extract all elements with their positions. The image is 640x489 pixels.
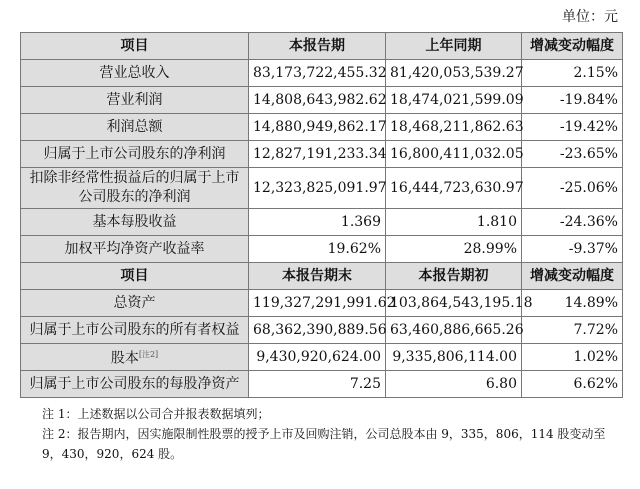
content — [20, 32, 622, 464]
cell-text: 16,444,723,630.97 — [390, 180, 524, 196]
table-row — [21, 168, 623, 209]
column-header: 本报告期 — [249, 33, 386, 60]
cell-text: 利润总额 — [106, 119, 163, 135]
cell-value — [249, 290, 396, 317]
cell-text: -19.42% — [559, 119, 618, 135]
column-header: 增减变动幅度 — [522, 33, 623, 60]
cell-text: 营业总收入 — [99, 65, 170, 81]
cell-text: 68,362,390,889.56 — [253, 322, 387, 338]
table-header-row — [21, 33, 623, 60]
cell-value — [249, 141, 386, 168]
cell-value — [386, 317, 522, 344]
cell-value — [522, 317, 623, 344]
row-label — [21, 236, 249, 263]
column-header: 项目 — [21, 33, 249, 60]
cell-text: 6.80 — [485, 376, 517, 392]
cell-text: -19.84% — [559, 92, 618, 108]
row-label — [21, 60, 249, 87]
financial-summary-table — [20, 32, 623, 398]
cell-text: 基本每股收益 — [92, 214, 177, 230]
note-2-cont: 9，430，920，624 股。 — [42, 447, 183, 461]
cell-text: 加权平均净资产收益率 — [64, 241, 205, 257]
cell-value — [386, 87, 522, 114]
cell-text: 14,880,949,862.17 — [253, 119, 387, 135]
column-header: 增减变动幅度 — [522, 263, 623, 290]
cell-text: -9.37% — [568, 241, 618, 257]
cell-text: 扣除非经常性损益后的归属于上市公司股东的净利润 — [29, 170, 240, 205]
cell-value — [522, 371, 623, 398]
cell-text: 81,420,053,539.27 — [390, 65, 524, 81]
cell-value — [249, 371, 386, 398]
cell-value — [522, 290, 623, 317]
cell-text: 28.99% — [463, 241, 517, 257]
cell-value — [522, 114, 623, 141]
note-1: 注 1：上述数据以公司合并报表数据填列； — [42, 407, 270, 421]
cell-value — [386, 60, 522, 87]
note-ref: [注2] — [138, 350, 159, 360]
cell-text: 12,323,825,091.97 — [253, 180, 387, 196]
cell-text: -24.36% — [559, 214, 618, 230]
cell-text: 119,327,291,991.62 — [253, 295, 396, 311]
cell-value — [522, 141, 623, 168]
cell-value — [386, 290, 533, 317]
cell-text: 12,827,191,233.34 — [253, 146, 387, 162]
column-header: 上年同期 — [386, 33, 522, 60]
cell-text: 9,335,806,114.00 — [392, 349, 517, 365]
cell-text: 1.02% — [573, 349, 618, 365]
cell-text: 1.369 — [340, 214, 381, 230]
cell-text: 9,430,920,624.00 — [256, 349, 381, 365]
cell-value — [249, 236, 386, 263]
column-header: 本报告期初 — [386, 263, 522, 290]
cell-text: 63,460,886,665.26 — [390, 322, 524, 338]
cell-value — [522, 60, 623, 87]
cell-value — [522, 168, 623, 209]
row-label — [21, 209, 249, 236]
cell-value — [249, 87, 386, 114]
cell-text: 18,468,211,862.63 — [390, 119, 524, 135]
cell-text: -25.06% — [559, 180, 618, 196]
cell-value — [386, 344, 522, 371]
unit-label: 单位：元 — [562, 9, 618, 25]
cell-text: 103,864,543,195.18 — [390, 295, 533, 311]
table-row — [21, 371, 623, 398]
cell-text: 7.72% — [573, 322, 618, 338]
row-label — [21, 141, 249, 168]
cell-text: 2.15% — [573, 65, 618, 81]
column-header: 本报告期末 — [249, 263, 386, 290]
row-label — [21, 87, 249, 114]
cell-text: -23.65% — [559, 146, 618, 162]
cell-text: 14,808,643,982.62 — [253, 92, 387, 108]
row-label — [21, 290, 249, 317]
cell-value — [249, 317, 386, 344]
row-label — [21, 371, 249, 398]
cell-value — [386, 114, 522, 141]
cell-text: 总资产 — [113, 295, 156, 311]
cell-value — [386, 236, 522, 263]
cell-value — [249, 168, 386, 209]
cell-value — [386, 168, 522, 209]
table-row — [21, 236, 623, 263]
column-header: 项目 — [21, 263, 249, 290]
table-row — [21, 87, 623, 114]
notes — [20, 404, 622, 464]
cell-text: 归属于上市公司股东的每股净资产 — [29, 376, 240, 392]
cell-value — [386, 209, 522, 236]
cell-text: 18,474,021,599.09 — [390, 92, 524, 108]
table-row — [21, 290, 623, 317]
table-row — [21, 317, 623, 344]
cell-text: 营业利润 — [106, 92, 163, 108]
cell-value — [386, 141, 522, 168]
table-row — [21, 114, 623, 141]
cell-text: 归属于上市公司股东的净利润 — [43, 146, 226, 162]
cell-text: 6.62% — [573, 376, 618, 392]
row-label — [21, 114, 249, 141]
cell-text: 16,800,411,032.05 — [390, 146, 524, 162]
cell-text: 83,173,722,455.32 — [253, 65, 387, 81]
cell-value — [386, 371, 522, 398]
note-2: 注 2：报告期内，因实施限制性股票的授予上市及回购注销，公司总股本由 9，335，806，114 股变动至 — [42, 427, 606, 441]
row-label — [21, 168, 249, 209]
cell-value — [522, 236, 623, 263]
cell-text: 归属于上市公司股东的所有者权益 — [29, 322, 240, 338]
row-label — [21, 317, 249, 344]
cell-value — [522, 344, 623, 371]
table-row — [21, 209, 623, 236]
cell-value — [522, 87, 623, 114]
row-label — [21, 344, 249, 371]
cell-value — [249, 344, 386, 371]
cell-text: 14.89% — [564, 295, 618, 311]
cell-text: 7.25 — [349, 376, 381, 392]
table-row — [21, 60, 623, 87]
cell-value — [249, 114, 386, 141]
cell-value — [249, 209, 386, 236]
cell-text: 1.810 — [476, 214, 517, 230]
table-row — [21, 141, 623, 168]
table-header-row — [21, 263, 623, 290]
cell-text: 19.62% — [327, 241, 381, 257]
cell-text: 股本 — [110, 350, 139, 367]
table-row — [21, 344, 623, 371]
cell-value — [249, 60, 386, 87]
cell-value — [522, 209, 623, 236]
